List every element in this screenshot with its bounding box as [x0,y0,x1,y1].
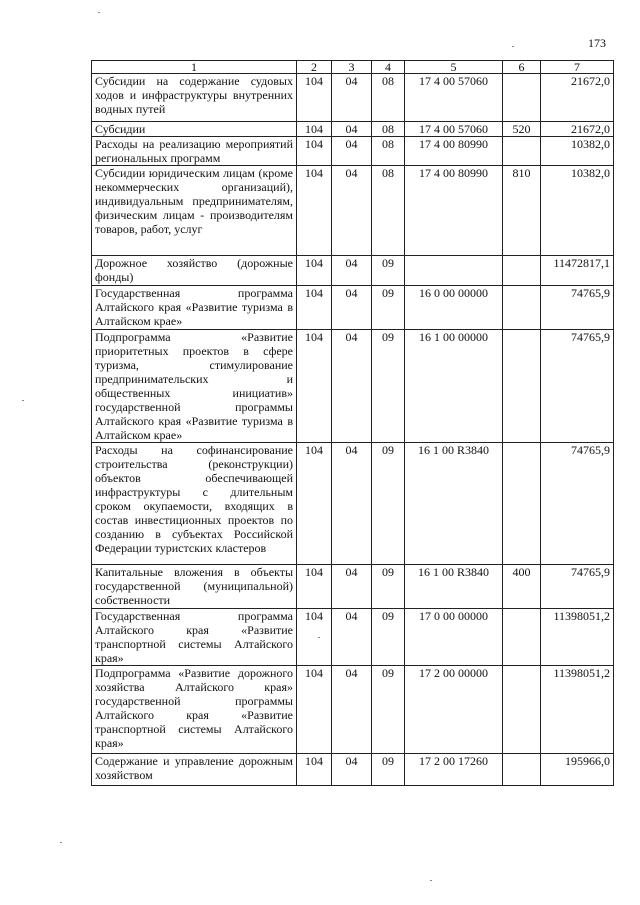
cell-subsection: 09 [372,443,405,565]
cell-name: Содержание и управление дорожным хозяйством [92,754,297,786]
cell-section: 04 [332,166,372,256]
cell-name: Государственная программа Алтайского края «Развитие туризма в Алтайском крае» [92,286,297,330]
scan-speck [22,400,24,401]
cell-code: 104 [297,443,332,565]
budget-table [91,60,614,786]
cell-name: Капитальные вложения в объекты государственной (муниципальной) собственности [92,565,297,609]
cell-expense-type: 400 [503,565,541,609]
cell-subsection: 08 [372,122,405,137]
cell-subsection: 08 [372,74,405,122]
cell-target-item: 16 1 00 00000 [405,330,503,443]
column-header: 7 [541,61,614,74]
cell-expense-type [503,256,541,286]
cell-code: 104 [297,565,332,609]
cell-expense-type: 810 [503,166,541,256]
table-header-row [92,61,614,74]
scan-speck [60,842,62,843]
cell-code: 104 [297,122,332,137]
cell-name: Субсидии [92,122,297,137]
table-row [92,443,614,565]
cell-subsection: 09 [372,565,405,609]
cell-section: 04 [332,609,372,666]
cell-name: Расходы на реализацию мероприятий региональных программ [92,137,297,166]
cell-expense-type [503,754,541,786]
cell-code: 104 [297,330,332,443]
table-row [92,609,614,666]
cell-name: Расходы на софинансирование строительства (реконструкции) объектов обеспечивающей инфраструктуры с длительным сроком окупаемости, входящих в состав инвестиционных проектов по созданию в субъектах Российской Федерации туристских кластеров [92,443,297,565]
cell-name: Субсидии на содержание судовых ходов и инфраструктуры внутренних водных путей [92,74,297,122]
cell-amount: 74765,9 [541,330,614,443]
cell-section: 04 [332,443,372,565]
cell-code: 104 [297,256,332,286]
cell-subsection: 09 [372,256,405,286]
column-header: 6 [503,61,541,74]
cell-target-item: 17 2 00 00000 [405,666,503,754]
cell-code: 104 [297,666,332,754]
cell-amount: 11398051,2 [541,609,614,666]
cell-target-item: 17 2 00 17260 [405,754,503,786]
cell-subsection: 09 [372,330,405,443]
cell-subsection: 09 [372,609,405,666]
cell-expense-type: 520 [503,122,541,137]
cell-target-item: 16 1 00 R3840 [405,443,503,565]
cell-subsection: 08 [372,166,405,256]
scan-speck [318,637,320,638]
page-number: 173 [588,36,606,50]
table-row [92,330,614,443]
cell-target-item: 16 1 00 R3840 [405,565,503,609]
column-header: 3 [332,61,372,74]
cell-amount: 21672,0 [541,122,614,137]
cell-target-item: 17 4 00 57060 [405,122,503,137]
cell-code: 104 [297,166,332,256]
cell-subsection: 09 [372,754,405,786]
cell-section: 04 [332,286,372,330]
table-row [92,122,614,137]
column-header: 2 [297,61,332,74]
cell-subsection: 08 [372,137,405,166]
table-row [92,256,614,286]
cell-section: 04 [332,137,372,166]
cell-target-item: 16 0 00 00000 [405,286,503,330]
cell-section: 04 [332,330,372,443]
cell-section: 04 [332,74,372,122]
cell-amount: 10382,0 [541,137,614,166]
scan-speck [512,46,514,47]
cell-expense-type [503,286,541,330]
cell-expense-type [503,609,541,666]
cell-code: 104 [297,609,332,666]
cell-section: 04 [332,754,372,786]
cell-section: 04 [332,565,372,609]
table-row [92,666,614,754]
cell-code: 104 [297,754,332,786]
cell-section: 04 [332,256,372,286]
cell-name: Субсидии юридическим лицам (кроме некоммерческих организаций), индивидуальным предпринимателям, физическим лицам - производителям товаров, работ, услуг [92,166,297,256]
cell-target-item: 17 0 00 00000 [405,609,503,666]
column-header: 1 [92,61,297,74]
table-row [92,166,614,256]
cell-expense-type [503,666,541,754]
cell-code: 104 [297,286,332,330]
cell-target-item [405,256,503,286]
table-row [92,286,614,330]
cell-amount: 11398051,2 [541,666,614,754]
cell-subsection: 09 [372,286,405,330]
cell-target-item: 17 4 00 80990 [405,166,503,256]
cell-amount: 74765,9 [541,565,614,609]
table-row [92,74,614,122]
cell-amount: 74765,9 [541,443,614,565]
table-row [92,565,614,609]
cell-section: 04 [332,122,372,137]
cell-target-item: 17 4 00 80990 [405,137,503,166]
cell-expense-type [503,443,541,565]
cell-amount: 11472817,1 [541,256,614,286]
scan-speck [98,12,100,13]
table-row [92,754,614,786]
cell-amount: 74765,9 [541,286,614,330]
column-header: 4 [372,61,405,74]
cell-expense-type [503,330,541,443]
cell-name: Подпрограмма «Развитие дорожного хозяйства Алтайского края» государственной программы Алтайского края «Развитие транспортной системы Алтайского края» [92,666,297,754]
cell-code: 104 [297,74,332,122]
cell-section: 04 [332,666,372,754]
cell-expense-type [503,74,541,122]
cell-name: Государственная программа Алтайского края «Развитие транспортной системы Алтайского края» [92,609,297,666]
cell-expense-type [503,137,541,166]
cell-subsection: 09 [372,666,405,754]
cell-name: Дорожное хозяйство (дорожные фонды) [92,256,297,286]
column-header: 5 [405,61,503,74]
scan-speck [430,880,432,881]
cell-amount: 21672,0 [541,74,614,122]
cell-amount: 10382,0 [541,166,614,256]
table-row [92,137,614,166]
cell-target-item: 17 4 00 57060 [405,74,503,122]
cell-name: Подпрограмма «Развитие приоритетных проектов в сфере туризма, стимулирование предпринимательских и общественных инициатив» государственной программы Алтайского края «Развитие туризма в Алтайском крае» [92,330,297,443]
cell-amount: 195966,0 [541,754,614,786]
cell-code: 104 [297,137,332,166]
